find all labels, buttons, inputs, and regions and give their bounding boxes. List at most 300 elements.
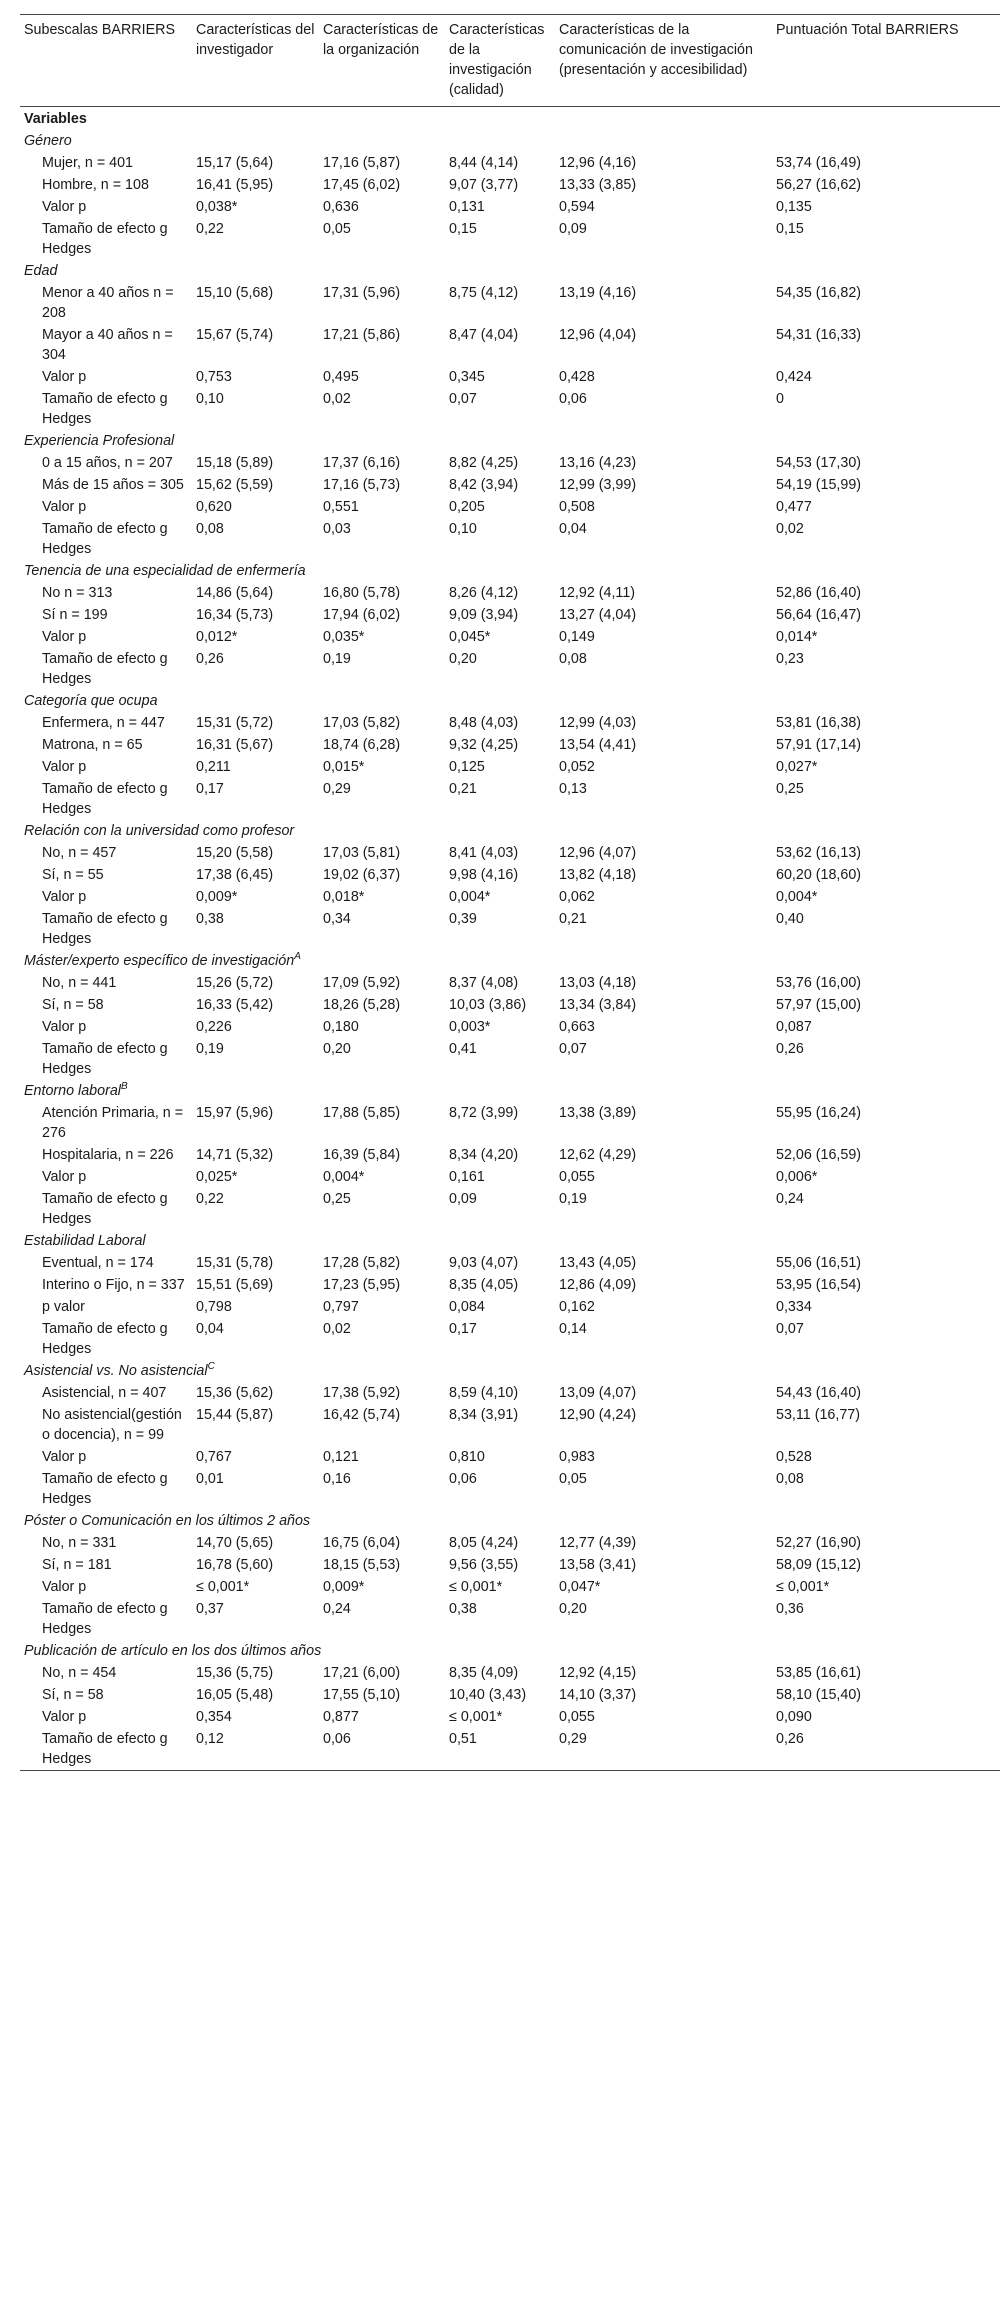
table-row (20, 1318, 1000, 1360)
cell-communication: 12,92 (4,15) (559, 1665, 637, 1681)
cell-investigator: 15,62 (5,59) (196, 477, 274, 493)
cell-organization: 17,37 (6,16) (323, 455, 401, 471)
cell-organization: 16,80 (5,78) (323, 585, 401, 601)
cell-communication: 0,162 (559, 1299, 595, 1315)
table-row (20, 886, 1000, 908)
cell-investigator: 17,38 (6,45) (196, 867, 274, 883)
section-label (20, 1230, 1000, 1252)
section-label (20, 130, 1000, 152)
row-label: Valor p (42, 1169, 87, 1185)
cell-communication: 13,58 (3,41) (559, 1557, 637, 1573)
cell-communication: 12,77 (4,39) (559, 1535, 637, 1551)
cell-communication: 13,33 (3,85) (559, 177, 637, 193)
cell-investigator: 0,798 (196, 1299, 232, 1315)
cell-communication: 0,055 (559, 1709, 595, 1725)
cell-investigator: 14,86 (5,64) (196, 585, 274, 601)
cell-organization: 0,551 (323, 499, 359, 515)
barriers-table (20, 14, 1000, 1771)
row-label: Hospitalaria, n = 226 (42, 1147, 174, 1163)
cell-communication: 13,38 (3,89) (559, 1105, 637, 1121)
footnote-marker: C (207, 1361, 215, 1373)
section-row (20, 1510, 1000, 1532)
cell-investigator: 16,78 (5,60) (196, 1557, 274, 1573)
cell-investigator: 16,31 (5,67) (196, 737, 274, 753)
cell-organization: 0,25 (323, 1191, 351, 1207)
cell-total: 54,35 (16,82) (776, 285, 862, 301)
cell-investigator: 15,36 (5,62) (196, 1385, 274, 1401)
cell-total: 58,10 (15,40) (776, 1687, 862, 1703)
cell-communication: 12,96 (4,04) (559, 327, 637, 343)
cell-research-quality: 0,125 (449, 759, 485, 775)
row-label: Valor p (42, 759, 87, 775)
cell-communication: 0,983 (559, 1449, 595, 1465)
cell-communication: 12,62 (4,29) (559, 1147, 637, 1163)
cell-communication: 0,04 (559, 521, 587, 537)
cell-organization: 0,03 (323, 521, 351, 537)
cell-organization: 17,21 (5,86) (323, 327, 401, 343)
table-row (20, 196, 1000, 218)
cell-total: 0 (776, 391, 784, 407)
section-row (20, 1360, 1000, 1382)
cell-investigator: 0,753 (196, 369, 232, 385)
table-row (20, 1382, 1000, 1404)
cell-investigator: 0,17 (196, 781, 224, 797)
row-label-text: Entorno laboral (24, 1083, 121, 1099)
header-investigator: Características del investigador (196, 22, 315, 58)
cell-research-quality: 8,05 (4,24) (449, 1535, 519, 1551)
table-row (20, 1598, 1000, 1640)
cell-communication: 0,09 (559, 221, 587, 237)
row-label: Tamaño de efecto g Hedges (42, 221, 168, 257)
cell-organization: 17,03 (5,82) (323, 715, 401, 731)
cell-communication: 13,09 (4,07) (559, 1385, 637, 1401)
section-row (20, 260, 1000, 282)
cell-investigator: 0,211 (196, 759, 231, 775)
cell-investigator: 16,41 (5,95) (196, 177, 274, 193)
table-row (20, 864, 1000, 886)
cell-research-quality: 8,35 (4,05) (449, 1277, 519, 1293)
cell-communication: 0,428 (559, 369, 595, 385)
cell-investigator: 0,009* (196, 889, 238, 905)
cell-total: 0,027* (776, 759, 818, 775)
cell-research-quality: 0,205 (449, 499, 485, 515)
cell-organization: 0,121 (323, 1449, 359, 1465)
table-row (20, 366, 1000, 388)
cell-research-quality: 8,72 (3,99) (449, 1105, 519, 1121)
cell-total: 53,85 (16,61) (776, 1665, 862, 1681)
row-label-text: Género (24, 133, 72, 149)
table-row (20, 1576, 1000, 1598)
cell-research-quality: 0,21 (449, 781, 477, 797)
cell-investigator: 15,36 (5,75) (196, 1665, 274, 1681)
cell-communication: 12,92 (4,11) (559, 585, 636, 601)
cell-communication: 0,055 (559, 1169, 595, 1185)
cell-investigator: 15,17 (5,64) (196, 155, 274, 171)
cell-organization: 17,28 (5,82) (323, 1255, 401, 1271)
cell-investigator: 14,71 (5,32) (196, 1147, 274, 1163)
cell-investigator: 0,26 (196, 651, 224, 667)
table-row (20, 1554, 1000, 1576)
cell-organization: 0,16 (323, 1471, 351, 1487)
cell-total: 0,40 (776, 911, 804, 927)
footnote-marker: B (120, 1081, 128, 1093)
table-row (20, 1446, 1000, 1468)
row-label: Valor p (42, 889, 87, 905)
table-row (20, 1016, 1000, 1038)
cell-investigator: 15,31 (5,72) (196, 715, 274, 731)
header-total: Puntuación Total BARRIERS (776, 22, 959, 38)
cell-research-quality: 8,35 (4,09) (449, 1665, 519, 1681)
table-row (20, 1468, 1000, 1510)
row-label: Asistencial, n = 407 (42, 1385, 167, 1401)
cell-investigator: ≤ 0,001* (196, 1579, 250, 1595)
cell-research-quality: 0,161 (449, 1169, 485, 1185)
table-row (20, 152, 1000, 174)
table-row (20, 1038, 1000, 1080)
row-label: Más de 15 años = 305 (42, 477, 184, 493)
cell-total: 55,95 (16,24) (776, 1105, 862, 1121)
cell-investigator: 0,767 (196, 1449, 232, 1465)
cell-research-quality: 0,045* (449, 629, 491, 645)
cell-investigator: 0,10 (196, 391, 224, 407)
cell-communication: 0,29 (559, 1731, 587, 1747)
cell-organization: 0,02 (323, 1321, 351, 1337)
table-row (20, 712, 1000, 734)
cell-investigator: 0,12 (196, 1731, 224, 1747)
cell-research-quality: 9,98 (4,16) (449, 867, 519, 883)
cell-total: 0,004* (776, 889, 818, 905)
section-label (20, 260, 1000, 282)
cell-research-quality: 0,09 (449, 1191, 477, 1207)
cell-communication: 0,07 (559, 1041, 587, 1057)
row-label: No, n = 457 (42, 845, 117, 861)
table-header (20, 15, 1000, 107)
cell-communication: 0,149 (559, 629, 595, 645)
cell-research-quality: 0,51 (449, 1731, 477, 1747)
cell-total: 0,424 (776, 369, 812, 385)
cell-total: 53,74 (16,49) (776, 155, 862, 171)
cell-total: 54,19 (15,99) (776, 477, 862, 493)
table-row (20, 1166, 1000, 1188)
cell-total: 53,95 (16,54) (776, 1277, 862, 1293)
row-label: No n = 313 (42, 585, 113, 601)
table-row (20, 174, 1000, 196)
cell-research-quality: 0,345 (449, 369, 485, 385)
cell-investigator: 0,01 (196, 1471, 224, 1487)
table-row (20, 1102, 1000, 1144)
cell-total: 57,91 (17,14) (776, 737, 862, 753)
cell-research-quality: 8,42 (3,94) (449, 477, 519, 493)
section-label (20, 950, 1000, 972)
cell-research-quality: 0,41 (449, 1041, 477, 1057)
row-label: Valor p (42, 499, 87, 515)
cell-communication: 13,43 (4,05) (559, 1255, 637, 1271)
cell-research-quality: 0,38 (449, 1601, 477, 1617)
cell-communication: 0,20 (559, 1601, 587, 1617)
cell-organization: 16,39 (5,84) (323, 1147, 401, 1163)
row-label: Menor a 40 años n = 208 (42, 285, 174, 321)
table-row (20, 604, 1000, 626)
table-row (20, 1728, 1000, 1771)
row-label: Tamaño de efecto g Hedges (42, 521, 168, 557)
cell-total: 53,81 (16,38) (776, 715, 862, 731)
cell-investigator: 15,20 (5,58) (196, 845, 274, 861)
cell-organization: 0,035* (323, 629, 365, 645)
row-label: No, n = 441 (42, 975, 117, 991)
cell-research-quality: ≤ 0,001* (449, 1579, 503, 1595)
row-label: Valor p (42, 1579, 87, 1595)
cell-research-quality: 9,56 (3,55) (449, 1557, 519, 1573)
cell-investigator: 0,38 (196, 911, 224, 927)
section-row (20, 820, 1000, 842)
cell-organization: 0,20 (323, 1041, 351, 1057)
cell-organization: 18,15 (5,53) (323, 1557, 401, 1573)
row-label: Sí, n = 55 (42, 867, 104, 883)
table-row (20, 1532, 1000, 1554)
row-label: Valor p (42, 369, 87, 385)
cell-investigator: 0,37 (196, 1601, 224, 1617)
cell-organization: 0,19 (323, 651, 351, 667)
row-label-text: Variables (24, 111, 87, 127)
row-label-text: Estabilidad Laboral (24, 1233, 146, 1249)
row-label: Tamaño de efecto g Hedges (42, 1041, 168, 1077)
cell-research-quality: 0,06 (449, 1471, 477, 1487)
table-row (20, 756, 1000, 778)
cell-organization: 0,015* (323, 759, 365, 775)
table-row (20, 218, 1000, 260)
cell-organization: 0,018* (323, 889, 365, 905)
row-label: Tamaño de efecto g Hedges (42, 911, 168, 947)
cell-investigator: 16,34 (5,73) (196, 607, 274, 623)
cell-total: 56,64 (16,47) (776, 607, 862, 623)
row-label-text: Tenencia de una especialidad de enfermería (24, 563, 306, 579)
section-row (20, 430, 1000, 452)
cell-communication: 12,99 (3,99) (559, 477, 637, 493)
cell-organization: 16,42 (5,74) (323, 1407, 401, 1423)
cell-organization: 18,26 (5,28) (323, 997, 401, 1013)
cell-organization: 17,94 (6,02) (323, 607, 401, 623)
row-label: Interino o Fijo, n = 337 (42, 1277, 185, 1293)
cell-organization: 0,636 (323, 199, 359, 215)
section-label (20, 690, 1000, 712)
cell-investigator: 0,620 (196, 499, 232, 515)
section-label (20, 430, 1000, 452)
cell-total: 0,36 (776, 1601, 804, 1617)
row-label: Valor p (42, 1709, 87, 1725)
cell-organization: 17,21 (6,00) (323, 1665, 401, 1681)
cell-communication: 0,14 (559, 1321, 587, 1337)
cell-investigator: 15,26 (5,72) (196, 975, 274, 991)
row-label-text: Edad (24, 263, 58, 279)
cell-total: 0,08 (776, 1471, 804, 1487)
cell-investigator: 15,97 (5,96) (196, 1105, 274, 1121)
cell-organization: 17,16 (5,87) (323, 155, 401, 171)
cell-investigator: 0,025* (196, 1169, 238, 1185)
cell-investigator: 0,012* (196, 629, 238, 645)
table-row (20, 1662, 1000, 1684)
cell-investigator: 15,44 (5,87) (196, 1407, 274, 1423)
cell-organization: 17,31 (5,96) (323, 285, 401, 301)
cell-communication: 12,90 (4,24) (559, 1407, 637, 1423)
table-container (20, 14, 988, 1771)
cell-total: 0,15 (776, 221, 804, 237)
cell-total: 53,11 (16,77) (776, 1407, 860, 1423)
cell-research-quality: 8,44 (4,14) (449, 155, 519, 171)
cell-total: 54,31 (16,33) (776, 327, 862, 343)
cell-total: 0,334 (776, 1299, 812, 1315)
cell-communication: 12,99 (4,03) (559, 715, 637, 731)
row-label: Sí, n = 58 (42, 1687, 104, 1703)
cell-total: 53,62 (16,13) (776, 845, 862, 861)
row-label-text: Relación con la universidad como profesor (24, 823, 295, 839)
cell-research-quality: 0,131 (449, 199, 485, 215)
cell-research-quality: 8,41 (4,03) (449, 845, 519, 861)
header-communication: Características de la comunicación de investigación (presentación y accesibilidad) (559, 22, 753, 78)
row-label: Atención Primaria, n = 276 (42, 1105, 184, 1141)
cell-research-quality: 0,15 (449, 221, 477, 237)
row-label: Sí, n = 181 (42, 1557, 112, 1573)
row-label: Tamaño de efecto g Hedges (42, 1471, 168, 1507)
table-row (20, 452, 1000, 474)
cell-communication: 13,16 (4,23) (559, 455, 637, 471)
cell-total: 0,090 (776, 1709, 812, 1725)
cell-investigator: 15,10 (5,68) (196, 285, 274, 301)
cell-communication: 0,052 (559, 759, 595, 775)
cell-organization: 17,45 (6,02) (323, 177, 401, 193)
cell-total: 52,27 (16,90) (776, 1535, 862, 1551)
cell-investigator: 15,67 (5,74) (196, 327, 274, 343)
cell-investigator: 16,05 (5,48) (196, 1687, 274, 1703)
cell-total: 0,25 (776, 781, 804, 797)
cell-communication: 0,13 (559, 781, 587, 797)
row-label: No asistencial(gestión o docencia), n = 99 (42, 1407, 182, 1443)
cell-total: 0,014* (776, 629, 818, 645)
cell-research-quality: 9,03 (4,07) (449, 1255, 519, 1271)
header-organization: Características de la organización (323, 22, 439, 58)
cell-communication: 0,08 (559, 651, 587, 667)
row-label: Sí n = 199 (42, 607, 108, 623)
row-label: No, n = 331 (42, 1535, 117, 1551)
cell-communication: 13,34 (3,84) (559, 997, 637, 1013)
group-row (20, 107, 1000, 131)
row-label: Tamaño de efecto g Hedges (42, 391, 168, 427)
table-row (20, 1274, 1000, 1296)
cell-organization: 0,009* (323, 1579, 365, 1595)
cell-organization: 0,02 (323, 391, 351, 407)
cell-total: 57,97 (15,00) (776, 997, 862, 1013)
header-row (20, 15, 1000, 107)
header-subscales: Subescalas BARRIERS (24, 22, 175, 38)
cell-organization: 17,03 (5,81) (323, 845, 401, 861)
cell-research-quality: 8,47 (4,04) (449, 327, 519, 343)
cell-organization: 18,74 (6,28) (323, 737, 401, 753)
cell-communication: 12,96 (4,16) (559, 155, 637, 171)
section-label (20, 820, 1000, 842)
cell-investigator: 0,04 (196, 1321, 224, 1337)
cell-communication: 0,06 (559, 391, 587, 407)
table-row (20, 1684, 1000, 1706)
cell-communication: 0,047* (559, 1579, 601, 1595)
cell-research-quality: 0,004* (449, 889, 491, 905)
cell-investigator: 0,22 (196, 1191, 224, 1207)
cell-communication: 0,05 (559, 1471, 587, 1487)
cell-total: 0,477 (776, 499, 812, 515)
cell-communication: 13,82 (4,18) (559, 867, 637, 883)
cell-total: 0,528 (776, 1449, 812, 1465)
cell-research-quality: 8,75 (4,12) (449, 285, 519, 301)
row-label: Hombre, n = 108 (42, 177, 149, 193)
row-label-text: Máster/experto específico de investigación (24, 953, 295, 969)
cell-research-quality: 8,26 (4,12) (449, 585, 519, 601)
cell-organization: 0,06 (323, 1731, 351, 1747)
table-row (20, 908, 1000, 950)
table-row (20, 734, 1000, 756)
row-label: Valor p (42, 629, 87, 645)
table-row (20, 994, 1000, 1016)
cell-research-quality: 9,07 (3,77) (449, 177, 519, 193)
footnote-marker: A (294, 951, 301, 963)
cell-organization: 0,180 (323, 1019, 359, 1035)
cell-investigator: 0,08 (196, 521, 224, 537)
section-row (20, 560, 1000, 582)
row-label: Tamaño de efecto g Hedges (42, 1321, 168, 1357)
section-label (20, 1080, 1000, 1102)
cell-total: 0,26 (776, 1041, 804, 1057)
cell-organization: 17,55 (5,10) (323, 1687, 401, 1703)
section-row (20, 130, 1000, 152)
cell-communication: 13,03 (4,18) (559, 975, 637, 991)
section-label (20, 1360, 1000, 1382)
section-row (20, 1640, 1000, 1662)
cell-total: 52,86 (16,40) (776, 585, 862, 601)
cell-communication: 0,062 (559, 889, 595, 905)
row-label: Valor p (42, 1019, 87, 1035)
cell-organization: 0,004* (323, 1169, 365, 1185)
cell-investigator: 15,18 (5,89) (196, 455, 274, 471)
cell-total: 53,76 (16,00) (776, 975, 862, 991)
cell-investigator: 0,354 (196, 1709, 232, 1725)
cell-research-quality: 9,32 (4,25) (449, 737, 519, 753)
cell-organization: 17,23 (5,95) (323, 1277, 401, 1293)
section-row (20, 950, 1000, 972)
cell-communication: 0,508 (559, 499, 595, 515)
table-row (20, 1252, 1000, 1274)
table-row (20, 778, 1000, 820)
cell-research-quality: 9,09 (3,94) (449, 607, 519, 623)
cell-research-quality: 10,40 (3,43) (449, 1687, 527, 1703)
cell-communication: 13,54 (4,41) (559, 737, 637, 753)
table-row (20, 388, 1000, 430)
cell-communication: 0,594 (559, 199, 595, 215)
cell-communication: 14,10 (3,37) (559, 1687, 637, 1703)
cell-organization: 16,75 (6,04) (323, 1535, 401, 1551)
cell-investigator: 0,22 (196, 221, 224, 237)
cell-investigator: 16,33 (5,42) (196, 997, 274, 1013)
row-label: Tamaño de efecto g Hedges (42, 781, 168, 817)
cell-investigator: 14,70 (5,65) (196, 1535, 274, 1551)
row-label: Tamaño de efecto g Hedges (42, 651, 168, 687)
cell-research-quality: 0,810 (449, 1449, 485, 1465)
section-label (20, 1640, 1000, 1662)
row-label: Tamaño de efecto g Hedges (42, 1731, 168, 1767)
cell-total: 0,23 (776, 651, 804, 667)
row-label: Matrona, n = 65 (42, 737, 143, 753)
cell-communication: 0,21 (559, 911, 587, 927)
row-label: Eventual, n = 174 (42, 1255, 154, 1271)
cell-organization: 0,877 (323, 1709, 359, 1725)
row-label-text: Publicación de artículo en los dos últimos años (24, 1643, 322, 1659)
cell-research-quality: 0,07 (449, 391, 477, 407)
